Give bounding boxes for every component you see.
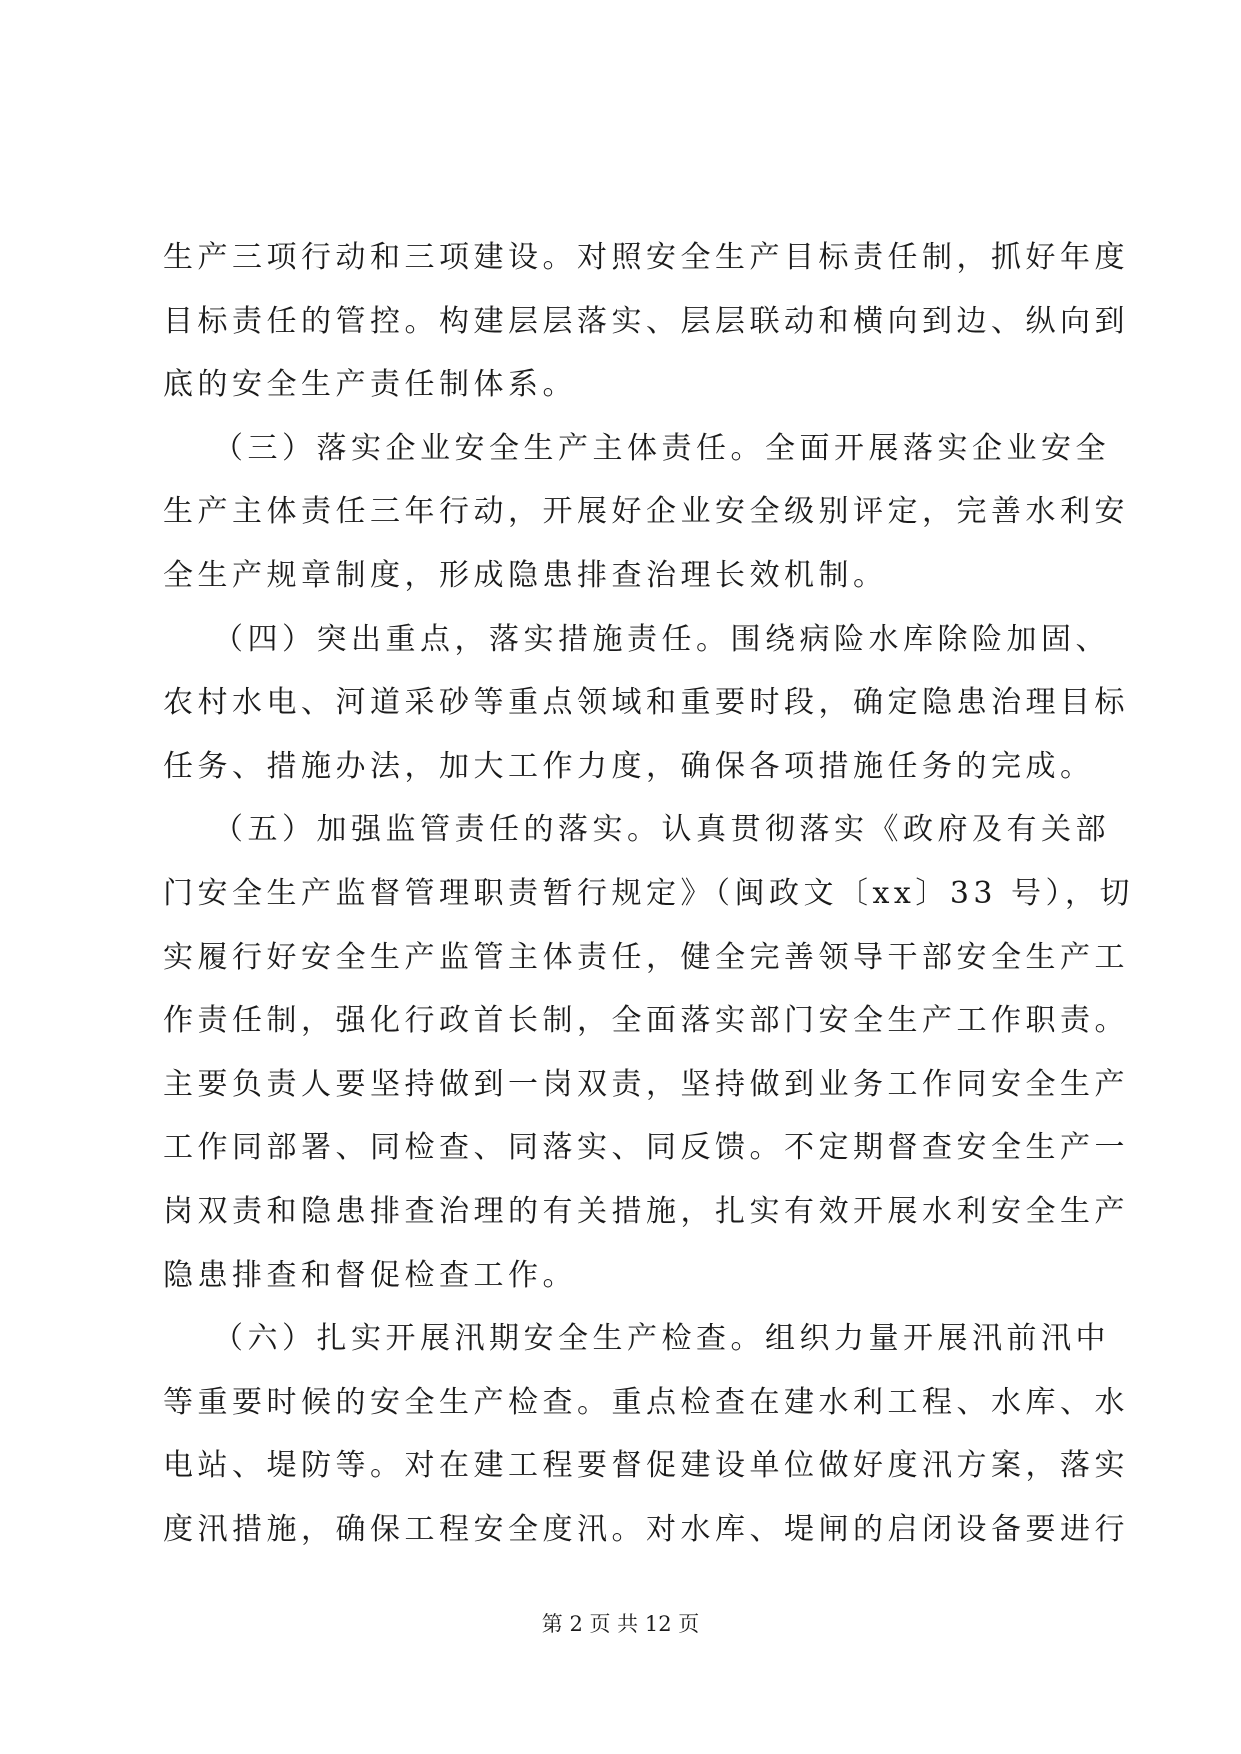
text-line: 门安全生产监督管理职责暂行规定》（闽政文〔xx〕33 号），切 xyxy=(163,875,1135,911)
body-text xyxy=(163,226,1135,1561)
text-line: （四）突出重点，落实措施责任。围绕病险水库除险加固、 xyxy=(213,621,1110,657)
text-line: 度汛措施，确保工程安全度汛。对水库、堤闸的启闭设备要进行 xyxy=(163,1511,1129,1547)
text-line: 主要负责人要坚持做到一岗双责，坚持做到业务工作同安全生产 xyxy=(163,1066,1129,1102)
text-line: 实履行好安全生产监管主体责任，健全完善领导干部安全生产工 xyxy=(163,939,1129,975)
text-line: 生产三项行动和三项建设。对照安全生产目标责任制，抓好年度 xyxy=(163,240,1129,275)
text-line: 作责任制，强化行政首长制，全面落实部门安全生产工作职责。 xyxy=(163,1003,1129,1039)
text-line: 岗双责和隐患排查治理的有关措施，扎实有效开展水利安全生产 xyxy=(163,1193,1129,1229)
text-line: 电站、堤防等。对在建工程要督促建设单位做好度汛方案，落实 xyxy=(163,1448,1129,1484)
text-line: 等重要时候的安全生产检查。重点检查在建水利工程、水库、水 xyxy=(163,1384,1129,1420)
page-footer: 第 2 页 共 12 页 xyxy=(541,1612,700,1636)
text-line: 底的安全生产责任制体系。 xyxy=(163,367,577,403)
text-line: 农村水电、河道采砂等重点领域和重要时段，确定隐患治理目标 xyxy=(163,685,1129,721)
text-line: 工作同部署、同检查、同落实、同反馈。不定期督查安全生产一 xyxy=(163,1130,1129,1166)
text-line: （三）落实企业安全生产主体责任。全面开展落实企业安全 xyxy=(213,430,1110,466)
text-line: 生产主体责任三年行动，开展好企业安全级别评定，完善水利安 xyxy=(163,494,1129,530)
text-line: 任务、措施办法，加大工作力度，确保各项措施任务的完成。 xyxy=(163,748,1095,784)
text-line: 目标责任的管控。构建层层落实、层层联动和横向到边、纵向到 xyxy=(163,303,1129,339)
text-line: 全生产规章制度，形成隐患排查治理长效机制。 xyxy=(163,557,888,593)
text-line: （五）加强监管责任的落实。认真贯彻落实《政府及有关部 xyxy=(213,812,1110,848)
text-line: （六）扎实开展汛期安全生产检查。组织力量开展汛前汛中 xyxy=(213,1321,1110,1357)
text-line: 隐患排查和督促检查工作。 xyxy=(163,1257,577,1293)
